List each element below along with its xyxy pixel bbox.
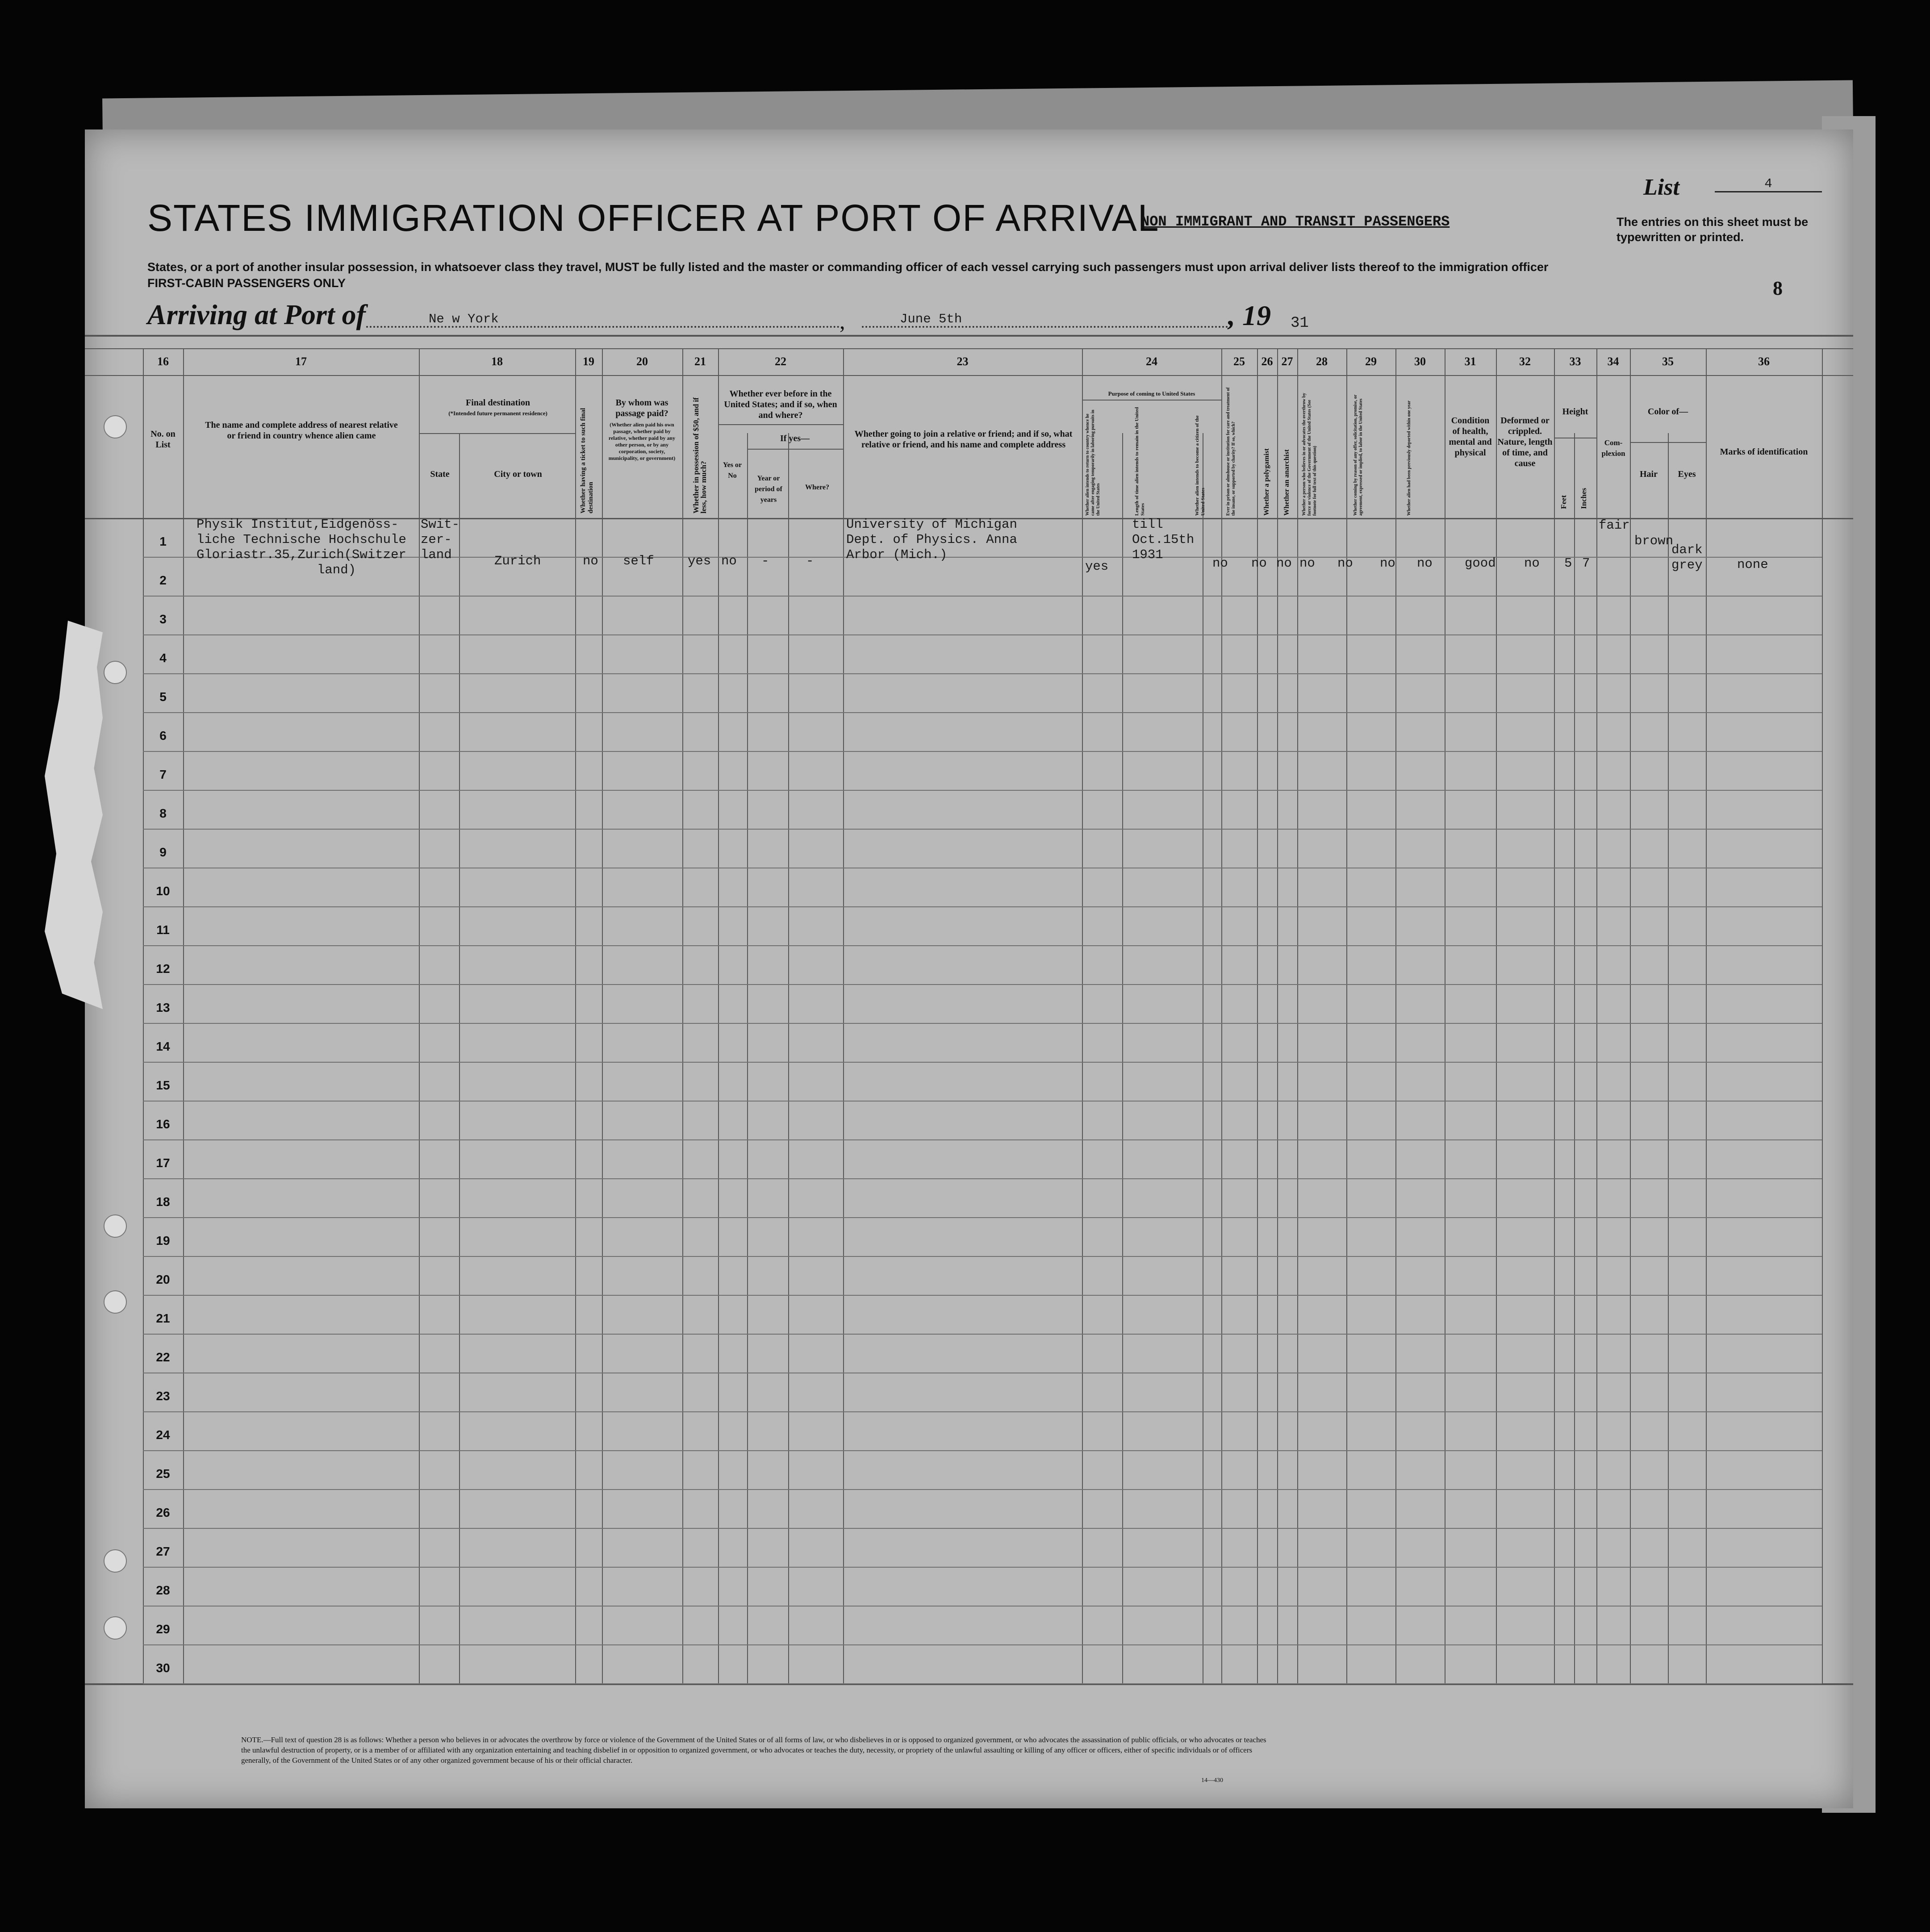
column-rule [747,433,748,1683]
header-marks: Marks of identification [1720,447,1808,457]
column-rule [459,433,460,1683]
entries-note: The entries on this sheet must be typewritten or printed. [1617,215,1809,244]
punch-hole-6 [104,1616,127,1640]
column-rule [419,348,420,1683]
row-number: 12 [156,962,170,976]
column-rule [1668,433,1669,1683]
header-if-yes: If yes— [780,434,810,443]
row-number: 19 [156,1234,170,1248]
column-rule [1822,348,1823,1683]
header-deformed: Deformed or crippled. Nature, length of time, and cause [1497,416,1553,468]
row-rule [143,1334,1822,1335]
transit-stamp: NON IMMIGRANT AND TRANSIT PASSENGERS [1141,213,1450,230]
footnote: NOTE.—Full text of question 28 is as follows: Whether a person who believes in or advocates the overthrow by force or violence of the Government of the United States or of all forms of law, or who disbelieves in or is opposed to organized government, or who advocates the assassination of public officials, or who advocates or teaches the unlawful destruction of property, or is a member of or affiliated with any organization entertaining and teaching disbelief in or opposition to organized government, or who advocates or teaches the duty, necessity, or propriety of the unlawful assaulting or killing of any officer or officers, either of specific individuals or of officers generally, of the Government of the United States or of any other organized government because of his or their official character. [241,1736,1266,1765]
row-number: 27 [156,1544,170,1558]
header-purpose: Purpose of coming to United States [1108,390,1195,397]
complexion-value: fair [1599,518,1630,533]
colnum-20: 20 [636,355,648,368]
row-number: 26 [156,1506,170,1519]
colnum-26: 26 [1261,355,1273,368]
colnum-24: 24 [1146,355,1157,368]
page-number: 8 [1773,277,1783,299]
row-number: 7 [159,768,167,781]
header-overthrow: Whether a person who believes in or advocates the overthrow by force or violence of the Government of the United States (See footnote for full text of this question) [1302,393,1317,516]
row-rule [143,712,1822,713]
row-rule [143,1411,1822,1412]
dest-city: Zurich [494,554,541,568]
comma: , [840,309,845,334]
header-hair: Hair [1640,469,1658,479]
column-rule [1346,348,1347,1683]
row-rule [143,1567,1822,1568]
column-rule [788,433,789,1683]
header-prison: Ever in prison or almshouse or institution for care and treatment of the insane, or supported by charity? If so, which? [1226,387,1236,516]
row-number: 6 [159,729,167,743]
torn-edge [45,621,103,1009]
row-number: 20 [156,1273,170,1286]
row-rule [143,1062,1822,1063]
relative-line3: Gloriastr.35,Zurich(Switzer [196,547,406,562]
colnum-23: 23 [957,355,969,368]
column-rule [1574,433,1575,1683]
header-citizen-intent: Whether alien intends to become a citizen of the United States [1195,415,1206,516]
row-rule [143,1101,1822,1102]
instructions [147,259,1621,291]
row-number: 5 [159,690,167,704]
column-rule [1395,348,1396,1683]
where-value: - [806,554,814,568]
colnum-16: 16 [157,355,169,368]
page-title: STATES IMMIGRATION OFFICER AT PORT OF ARRIVAL [147,197,1160,239]
punch-hole-4 [104,1290,127,1314]
header-inches: Inches [1579,488,1588,509]
manifest-sheet [85,129,1853,1808]
height-inches-value: 7 [1582,556,1590,571]
header-anarchist: Whether an anarchist [1283,449,1291,516]
column-rule [1554,348,1555,1683]
row-rule [143,1023,1822,1024]
row-number: 18 [156,1195,170,1209]
table-top-line [85,335,1853,337]
row-rule [143,1450,1822,1451]
row-rule [143,906,1822,907]
column-rule [602,348,603,1683]
arriving-label: Arriving at Port of [147,299,366,330]
row-rule [143,790,1822,791]
list-number: 4 [1715,176,1822,192]
header-return-intent: Whether alien intends to return to country whence he came after engaging temporarily in laboring pursuits in the United States [1085,409,1101,516]
return-intent-value: yes [1085,559,1109,574]
header-list-number: No. on List [150,429,175,450]
relative-line1: Physik Institut,Eidgenöss- [196,517,399,532]
row-rule [143,1683,1822,1684]
list-label: List [1643,175,1679,200]
header-passage-paid-title: By whom was passage paid? [615,398,668,418]
header-city: City or town [494,469,542,479]
row-rule [143,984,1822,985]
header-color-of: Color of— [1647,407,1688,417]
header-final-destination [424,397,572,419]
column-rule [1630,348,1631,1683]
header-final-destination-sub: (*Intended future permanent residence) [448,410,547,417]
dest-subline [419,433,575,434]
relative-line4: land) [317,563,356,577]
row-number: 1 [159,534,167,548]
column-rule [1082,348,1083,1683]
colnum-21: 21 [694,355,706,368]
row-number: 22 [156,1350,170,1364]
header-health: Condition of health, mental and physical [1449,416,1492,458]
header-fifty-dollars: Whether in possession of $50, and if less, how much? [692,397,708,513]
header-state: State [430,469,450,479]
health-value: good [1465,556,1496,571]
row-number: 16 [156,1117,170,1131]
row-rule [143,1606,1822,1607]
deported-value: no [1417,556,1433,571]
row-rule [143,829,1822,830]
row-number: 30 [156,1661,170,1675]
row-number: 9 [159,845,167,859]
punch-hole-3 [104,1214,127,1238]
colnum-32: 32 [1519,355,1531,368]
row-rule [143,1139,1822,1140]
before-in-us-value: no [721,554,737,568]
marks-value: none [1737,557,1768,572]
header-height: Height [1562,407,1588,417]
header-final-destination-title: Final destination [466,398,530,408]
header-complexion: Com- plexion [1601,438,1625,458]
overthrow-value: no [1337,556,1353,571]
period-value: - [761,554,769,568]
row-rule [143,945,1822,946]
row-number: 21 [156,1311,170,1325]
anarchist-value: no [1299,556,1315,571]
row-rule [143,596,1822,597]
header-eyes: Eyes [1678,469,1696,479]
port-value: Ne w York [429,312,499,326]
passage-paid-value: self [623,554,654,568]
fifty-dollars-value: yes [688,554,711,568]
column-rule [1496,348,1497,1683]
year-prefix: , 19 [1228,300,1271,331]
year-suffix: 31 [1291,315,1309,332]
dest-state: Swit- zer- land [421,517,460,562]
row-number: 2 [159,573,167,587]
header-polygamist: Whether a polygamist [1263,448,1270,516]
eyes-value: dark grey [1671,542,1703,572]
column-rule [183,348,184,1683]
relative-line2: liche Technische Hochschule [196,532,406,547]
colnum-35: 35 [1662,355,1674,368]
row-number: 14 [156,1039,170,1053]
column-rule [1122,433,1123,1683]
column-rule [575,348,576,1683]
row-rule [143,673,1822,674]
column-rule [1257,348,1258,1683]
citizen-intent-value: no [1212,556,1228,571]
purpose-subline [1082,400,1221,401]
row-number: 3 [159,612,167,626]
header-length-of-stay: Length of time alien intends to remain in the United States [1134,407,1145,516]
column-rule [1706,348,1707,1683]
row-rule [143,1644,1822,1645]
header-passage-paid [605,397,679,462]
colnum-17: 17 [295,355,307,368]
punch-hole-1 [104,415,127,438]
row-number: 4 [159,651,167,665]
row-rule [143,1217,1822,1218]
length-of-stay-value: till Oct.15th 1931 [1132,517,1195,562]
colnum-19: 19 [583,355,594,368]
header-yes-no: Yes or No [723,461,742,480]
column-rule [1221,348,1222,1683]
colnum-22: 22 [775,355,786,368]
joining-line1: University of Michigan [846,517,1017,532]
polygamist-value: no [1276,556,1292,571]
ticket-value: no [583,554,598,568]
column-rule [718,348,719,1683]
row-rule [143,1528,1822,1529]
header-deported: Whether alien had been previously deported within one year [1407,401,1412,516]
colnum-28: 28 [1316,355,1328,368]
row-number: 24 [156,1428,170,1442]
header-relative-address: The name and complete address of nearest relative or friend in country whence alien came [205,420,398,441]
row-number: 29 [156,1622,170,1636]
header-before-in-us: Whether ever before in the United States; and if so, when and where? [724,389,837,420]
colnum-bottom-line [85,375,1853,376]
colnum-29: 29 [1365,355,1377,368]
row-number: 28 [156,1583,170,1597]
row-number: 13 [156,1001,170,1014]
row-rule [143,751,1822,752]
colnum-33: 33 [1569,355,1581,368]
row-rule [143,634,1822,635]
punch-hole-5 [104,1549,127,1573]
row-number: 25 [156,1467,170,1481]
row-number: 17 [156,1156,170,1170]
colnum-18: 18 [491,355,503,368]
labor-offer-value: no [1380,556,1395,571]
row-rule [143,1256,1822,1257]
joining-line3: Arbor (Mich.) [846,547,948,562]
prison-value: no [1251,556,1267,571]
row-number: 8 [159,806,167,820]
row-number: 15 [156,1078,170,1092]
row-number: 23 [156,1389,170,1403]
deformed-value: no [1524,556,1540,571]
height-feet-value: 5 [1564,556,1572,571]
colnum-30: 30 [1414,355,1426,368]
header-period: Year or period of years [755,475,782,504]
colnum-34: 34 [1607,355,1619,368]
colnum-27: 27 [1281,355,1293,368]
joining-line2: Dept. of Physics. Anna [846,532,1017,547]
row-rule [143,1178,1822,1179]
column-rule [843,348,844,1683]
colnum-31: 31 [1464,355,1476,368]
column-rule [682,348,683,1683]
punch-hole-2 [104,661,127,684]
colnum-line [85,348,1853,349]
column-rule [1596,348,1597,1683]
form-number: 14—430 [1201,1777,1223,1784]
colnum-25: 25 [1233,355,1245,368]
row-number: 11 [156,923,170,937]
column-rule [1297,348,1298,1683]
before-subline [718,424,843,425]
instructions-line2: FIRST-CABIN PASSENGERS ONLY [147,276,346,290]
color-subline [1630,442,1706,443]
hair-value: brown [1634,534,1674,548]
header-passage-paid-sub: (Whether alien paid his own passage, whether paid by relative, whether paid by any other person, or by any corporation, society, municipality, or government) [608,421,676,461]
row-number: 10 [156,884,170,898]
header-feet: Feet [1559,495,1568,509]
row-rule [143,1489,1822,1490]
instructions-line1: States, or a port of another insular possession, in whatsoever class they travel, MUST be fully listed and the master or commanding officer of each vessel carrying such passengers must upon arrival deliver lists thereof to the immigration officer [147,260,1549,274]
ifyes-subline [747,449,843,450]
colnum-36: 36 [1758,355,1770,368]
date-value: June 5th [900,312,962,326]
header-ticket: Whether having a ticket to such final destination [580,408,594,513]
header-labor-offer: Whether coming by reason of any offer, solicitation, promise, or agreement, expressed or implied, to labor in the United States [1353,394,1363,516]
header-where: Where? [805,484,829,491]
row-rule [143,1295,1822,1296]
column-rule [1277,348,1278,1683]
header-joining: Whether going to join a relative or friend; and if so, what relative or friend, and his name and complete address [854,429,1073,450]
